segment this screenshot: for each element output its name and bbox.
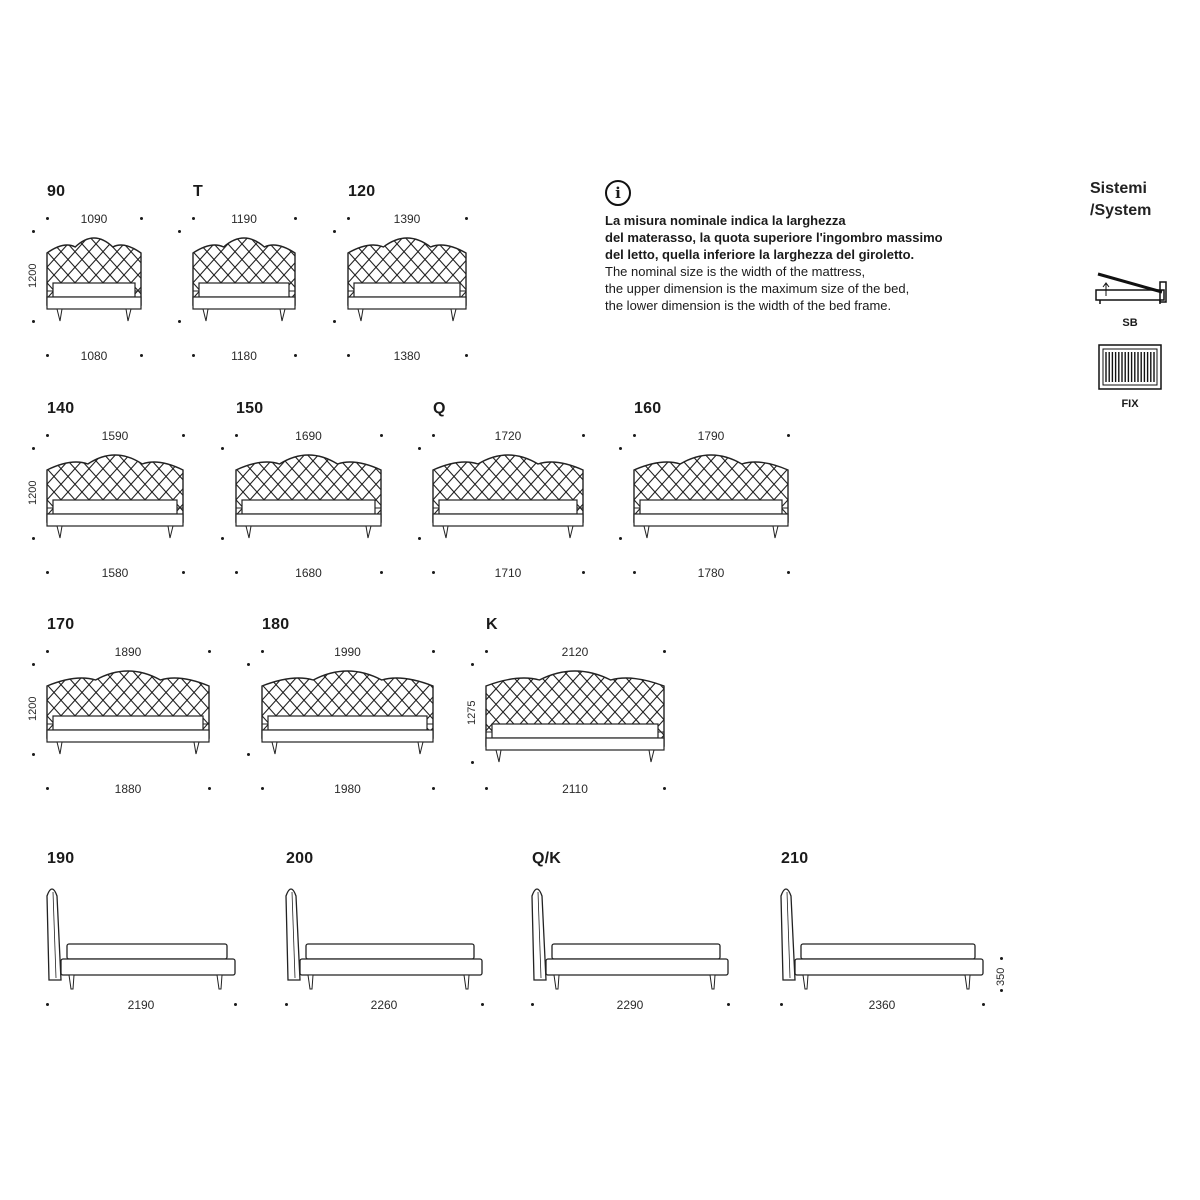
- dimension-dot: [380, 434, 383, 437]
- dimension-dot: [46, 650, 49, 653]
- bottom-dimension-label: 1680: [295, 566, 322, 580]
- dimension-dot: [182, 571, 185, 574]
- dimension-dot: [663, 787, 666, 790]
- bed-size-label: Q: [433, 400, 446, 417]
- dimension-dot: [582, 571, 585, 574]
- headboard-drawing: [191, 235, 297, 345]
- headboard-drawing: [632, 452, 790, 562]
- bottom-dimension-label: 1080: [80, 349, 108, 363]
- dimension-dot: [178, 230, 181, 233]
- dimension-dot: [32, 537, 35, 540]
- italian-note-line-2: del materasso, la quota superiore l'ingombro massimo: [605, 230, 943, 245]
- systems-title-line-2: /System: [1090, 202, 1152, 219]
- dimension-dot: [182, 434, 185, 437]
- dimension-dot: [32, 320, 35, 323]
- dimension-dot: [208, 650, 211, 653]
- dimension-dot: [485, 650, 488, 653]
- dimension-dot: [619, 537, 622, 540]
- dimension-dot: [663, 650, 666, 653]
- dimension-dot: [465, 217, 468, 220]
- dimension-dot: [32, 753, 35, 756]
- systems-title-line-1: Sistemi: [1090, 180, 1147, 197]
- dimension-dot: [221, 537, 224, 540]
- height-dimension-label: 1200: [27, 263, 39, 288]
- length-dimension-label: 2190: [127, 998, 155, 1012]
- italian-note-line-1: La misura nominale indica la larghezza: [605, 213, 846, 228]
- bed-size-label: 200: [286, 850, 314, 867]
- dimension-dot: [787, 571, 790, 574]
- bottom-dimension-label: 1980: [334, 782, 361, 796]
- dimension-dot: [32, 663, 35, 666]
- bottom-dimension-label: 2110: [562, 782, 588, 796]
- dimension-dot: [46, 787, 49, 790]
- dimension-dot: [380, 571, 383, 574]
- dimension-dot: [465, 354, 468, 357]
- side-profile-drawing: [284, 884, 484, 1004]
- dimension-dot: [347, 217, 350, 220]
- height-dimension-label: 1275: [466, 700, 478, 725]
- top-dimension-label: 1090: [80, 212, 108, 226]
- length-dimension-label: 2290: [616, 998, 644, 1012]
- top-dimension-label: 1590: [101, 429, 129, 443]
- top-dimension-label: 1890: [114, 645, 142, 659]
- headboard-drawing: [45, 235, 143, 345]
- dimension-dot: [261, 787, 264, 790]
- headboard-drawing: [260, 668, 435, 778]
- bottom-dimension-label: 1780: [697, 566, 725, 580]
- dimension-dot: [633, 434, 636, 437]
- bottom-dimension-label: 1710: [494, 566, 522, 580]
- dimension-dot: [418, 537, 421, 540]
- headboard-drawing: [45, 668, 211, 778]
- bed-size-label: 210: [781, 850, 809, 867]
- dimension-dot: [178, 320, 181, 323]
- dimension-dot: [261, 650, 264, 653]
- dimension-dot: [140, 354, 143, 357]
- system-label-fix: FIX: [1121, 398, 1139, 410]
- length-dimension-label: 2360: [868, 998, 896, 1012]
- side-profile-drawing: [530, 884, 730, 1004]
- dimension-dot: [46, 571, 49, 574]
- bed-size-label: Q/K: [532, 850, 562, 867]
- dimension-dot: [46, 1003, 49, 1006]
- dimension-dot: [234, 1003, 237, 1006]
- dimension-dot: [780, 1003, 783, 1006]
- dimension-dot: [333, 230, 336, 233]
- bottom-dimension-label: 1580: [101, 566, 129, 580]
- top-dimension-label: 1990: [334, 645, 361, 659]
- systems-panel: [1090, 178, 1180, 410]
- dimension-dot: [471, 761, 474, 764]
- dimension-dot: [1000, 957, 1003, 960]
- dimension-dot: [294, 217, 297, 220]
- top-dimension-label: 2120: [561, 645, 589, 659]
- fixed-slat-base-icon: [1090, 343, 1170, 391]
- bed-size-label: 170: [47, 616, 75, 633]
- top-dimension-label: 1790: [697, 429, 725, 443]
- system-item-sb: [1090, 270, 1180, 329]
- height-dimension-label: 350: [995, 967, 1007, 986]
- dimension-dot: [471, 663, 474, 666]
- dimension-dot: [531, 1003, 534, 1006]
- top-dimension-label: 1720: [494, 429, 522, 443]
- bed-size-label: T: [193, 183, 203, 200]
- storage-bed-icon: [1090, 270, 1170, 310]
- info-icon: i: [605, 180, 631, 206]
- dimension-dot: [32, 230, 35, 233]
- dimension-dot: [432, 571, 435, 574]
- bed-size-label: 190: [47, 850, 75, 867]
- dimension-dot: [247, 663, 250, 666]
- bed-size-label: 160: [634, 400, 662, 417]
- dimension-dot: [285, 1003, 288, 1006]
- bed-size-label: 150: [236, 400, 264, 417]
- dimension-dot: [247, 753, 250, 756]
- info-note: [605, 180, 985, 314]
- headboard-drawing: [234, 452, 383, 562]
- dimension-dot: [787, 434, 790, 437]
- bed-size-label: K: [486, 616, 498, 633]
- top-dimension-label: 1390: [393, 212, 421, 226]
- dimension-dot: [140, 217, 143, 220]
- dimension-dot: [432, 434, 435, 437]
- english-note-line-2: the upper dimension is the maximum size of the bed,: [605, 281, 910, 296]
- dimension-dot: [46, 354, 49, 357]
- headboard-drawing: [346, 235, 468, 345]
- dimension-dot: [46, 217, 49, 220]
- top-dimension-label: 1690: [295, 429, 322, 443]
- dimension-dot: [221, 447, 224, 450]
- bottom-dimension-label: 1380: [393, 349, 421, 363]
- top-dimension-label: 1190: [231, 212, 257, 226]
- dimension-dot: [294, 354, 297, 357]
- headboard-drawing: [45, 452, 185, 562]
- english-note-line-3: the lower dimension is the width of the bed frame.: [605, 298, 892, 313]
- dimension-dot: [582, 434, 585, 437]
- dimension-dot: [432, 787, 435, 790]
- dimension-dot: [208, 787, 211, 790]
- dimension-dot: [192, 354, 195, 357]
- dimension-dot: [727, 1003, 730, 1006]
- side-profile-drawing: [779, 884, 985, 1004]
- dimension-dot: [485, 787, 488, 790]
- height-dimension-label: 1200: [27, 480, 39, 505]
- dimension-dot: [432, 650, 435, 653]
- dimension-dot: [633, 571, 636, 574]
- dimension-dot: [481, 1003, 484, 1006]
- dimension-dot: [619, 447, 622, 450]
- bottom-dimension-label: 1180: [231, 349, 257, 363]
- height-dimension-label: 1200: [27, 696, 39, 721]
- system-item-fix: [1090, 343, 1180, 410]
- dimension-dot: [982, 1003, 985, 1006]
- bed-size-label: 180: [262, 616, 290, 633]
- bed-size-label: 120: [348, 183, 376, 200]
- dimension-dot: [235, 571, 238, 574]
- system-label-sb: SB: [1122, 317, 1138, 329]
- dimension-dot: [32, 447, 35, 450]
- dimension-dot: [1000, 989, 1003, 992]
- bed-size-label: 140: [47, 400, 75, 417]
- dimension-dot: [347, 354, 350, 357]
- bottom-dimension-label: 1880: [114, 782, 142, 796]
- bed-size-label: 90: [47, 183, 66, 200]
- english-note-line-1: The nominal size is the width of the mattress,: [605, 264, 866, 279]
- headboard-drawing: [484, 668, 666, 786]
- side-profile-drawing: [45, 884, 237, 1004]
- dimension-dot: [192, 217, 195, 220]
- dimension-dot: [333, 320, 336, 323]
- italian-note-line-3: del letto, quella inferiore la larghezza del giroletto.: [605, 247, 915, 262]
- dimension-dot: [418, 447, 421, 450]
- dimension-dot: [46, 434, 49, 437]
- headboard-drawing: [431, 452, 585, 562]
- length-dimension-label: 2260: [370, 998, 398, 1012]
- dimension-dot: [235, 434, 238, 437]
